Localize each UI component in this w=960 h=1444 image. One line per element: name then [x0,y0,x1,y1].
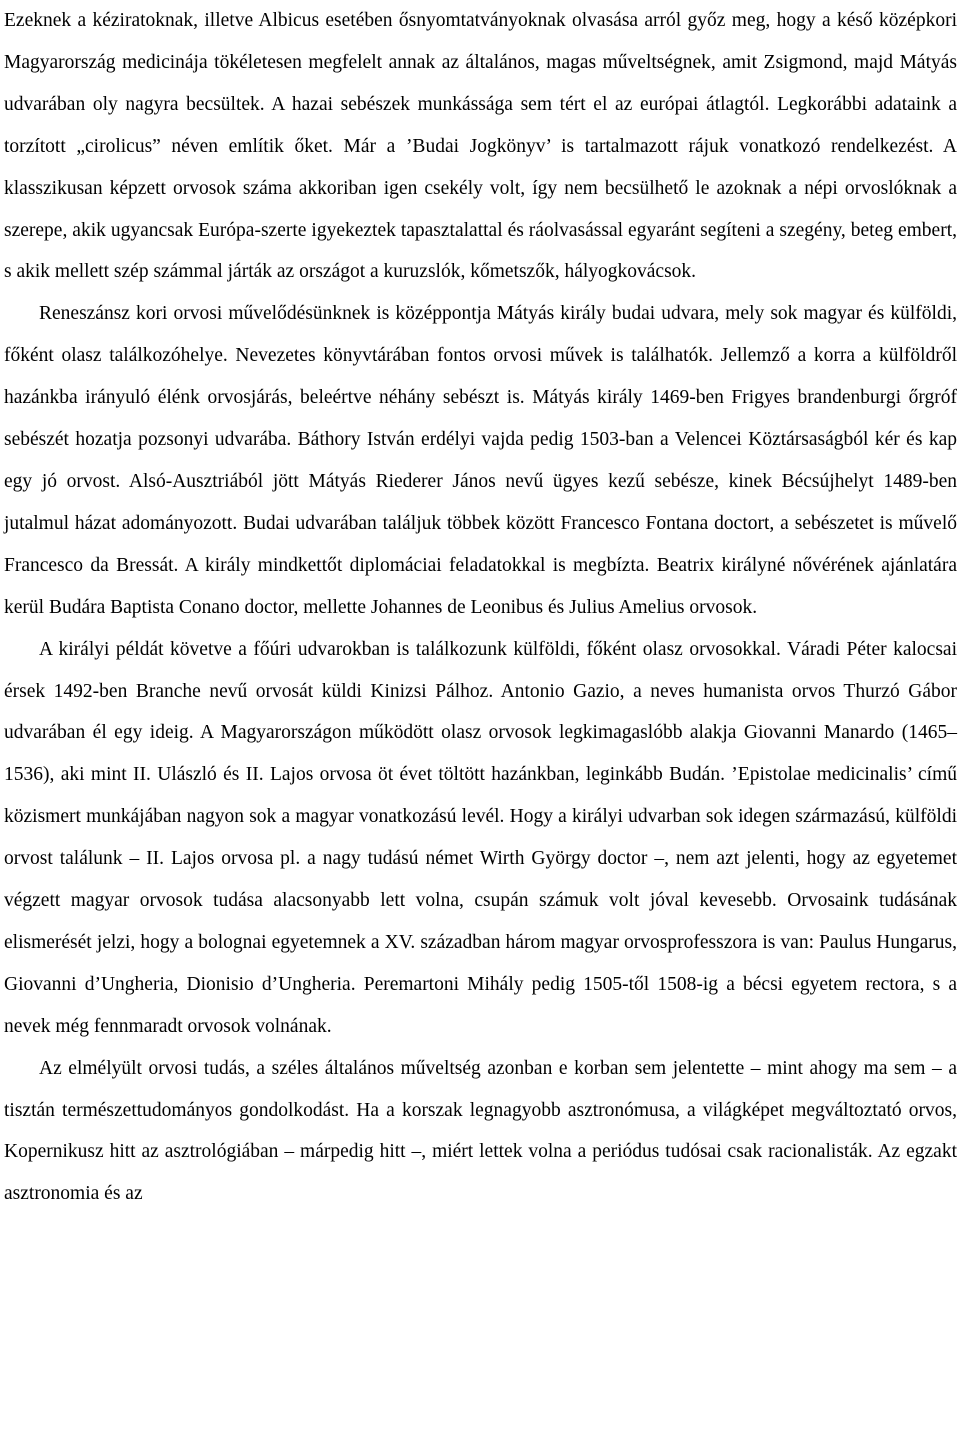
paragraph-3: A királyi példát követve a főúri udvarokban is találkozunk külföldi, főként olasz orvosokkal. Váradi Péter kalocsai érsek 1492-ben Branche nevű orvosát küldi Kinizsi Pálhoz. Antonio Gazio, a neves humanista orvos Thurzó Gábor udvarában él egy ideig. A Magyarországon működött olasz orvosok legkimagaslóbb alakja Giovanni Manardo (1465–1536), aki mint II. Ulászló és II. Lajos orvosa öt évet töltött hazánkban, leginkább Budán. ’Epistolae medicinalis’ című közismert munkájában nagyon sok a magyar vonatkozású levél. Hogy a királyi udvarban sok idegen származású, külföldi orvost találunk – II. Lajos orvosa pl. a nagy tudású német Wirth György doctor –, nem azt jelenti, hogy az egyetemet végzett magyar orvosok tudása alacsonyabb lett volna, csupán számuk volt jóval kevesebb. Orvosaink tudásának elismerését jelzi, hogy a bolognai egyetemnek a XV. században három magyar orvosprofesszora is van: Paulus Hungarus, Giovanni d’Ungheria, Dionisio d’Ungheria. Peremartoni Mihály pedig 1505-től 1508-ig a bécsi egyetem rectora, s a nevek még fennmaradt orvosok volnának. [4,638,957,1037]
paragraph-1: Ezeknek a kéziratoknak, illetve Albicus esetében ősnyomtatványoknak olvasása arról győz meg, hogy a késő középkori Magyarország medicinája tökéletesen megfelelt annak az általános, magas műveltségnek, amit Zsigmond, majd Mátyás udvarában oly nagyra becsültek. A hazai sebészek munkássága sem tért el az európai átlagtól. Legkorábbi adataink a torzított „cirolicus” néven említik őket. Már a ’Budai Jogkönyv’ is tartalmazott rájuk vonatkozó rendelkezést. A klasszikusan képzett orvosok száma akkoriban igen csekély volt, így nem becsülhető le azoknak a népi orvoslóknak a szerepe, akik ugyancsak Európa-szerte igyekeztek tapasztalattal és ráolvasással egyaránt segíteni a szegény, beteg embert, s akik mellett szép számmal járták az országot a kuruzslók, kőmetszők, hályogkovácsok. [4,10,957,283]
paragraph-4: Az elmélyült orvosi tudás, a széles általános műveltség azonban e korban sem jelentette – mint ahogy ma sem – a tisztán természettudományos gondolkodást. Ha a korszak legnagyobb asztronómusa, a világképet megváltoztató orvos, Kopernikusz hitt az asztrológiában – márpedig hitt –, miért lettek volna a periódus tudósai csak racionalisták. Az egzakt asztronomia és az [4,1057,957,1205]
paragraph-2: Reneszánsz kori orvosi művelődésünknek is középpontja Mátyás király budai udvara, mely sok magyar és külföldi, főként olasz találkozóhelye. Nevezetes könyvtárában fontos orvosi művek is találhatók. Jellemző a korra a külföldről hazánkba irányuló élénk orvosjárás, beleértve néhány sebészt is. Mátyás király 1469-ben Frigyes brandenburgi őrgróf sebészét hozatja pozsonyi udvarába. Báthory István erdélyi vajda pedig 1503-ban a Velencei Köztársaságból kér és kap egy jó orvost. Alsó-Ausztriából jött Mátyás Riederer János nevű ügyes kezű sebésze, kinek Bécsújhelyt 1489-ben jutalmul házat adományozott. Budai udvarában találjuk többek között Francesco Fontana doctort, a sebészetet is művelő Francesco da Bressát. A király mindkettőt diplomáciai feladatokkal is megbízta. Beatrix királyné nővérének ajánlatára kerül Budára Baptista Conano doctor, mellette Johannes de Leonibus és Julius Amelius orvosok. [4,303,957,618]
document-page [4,0,957,1215]
